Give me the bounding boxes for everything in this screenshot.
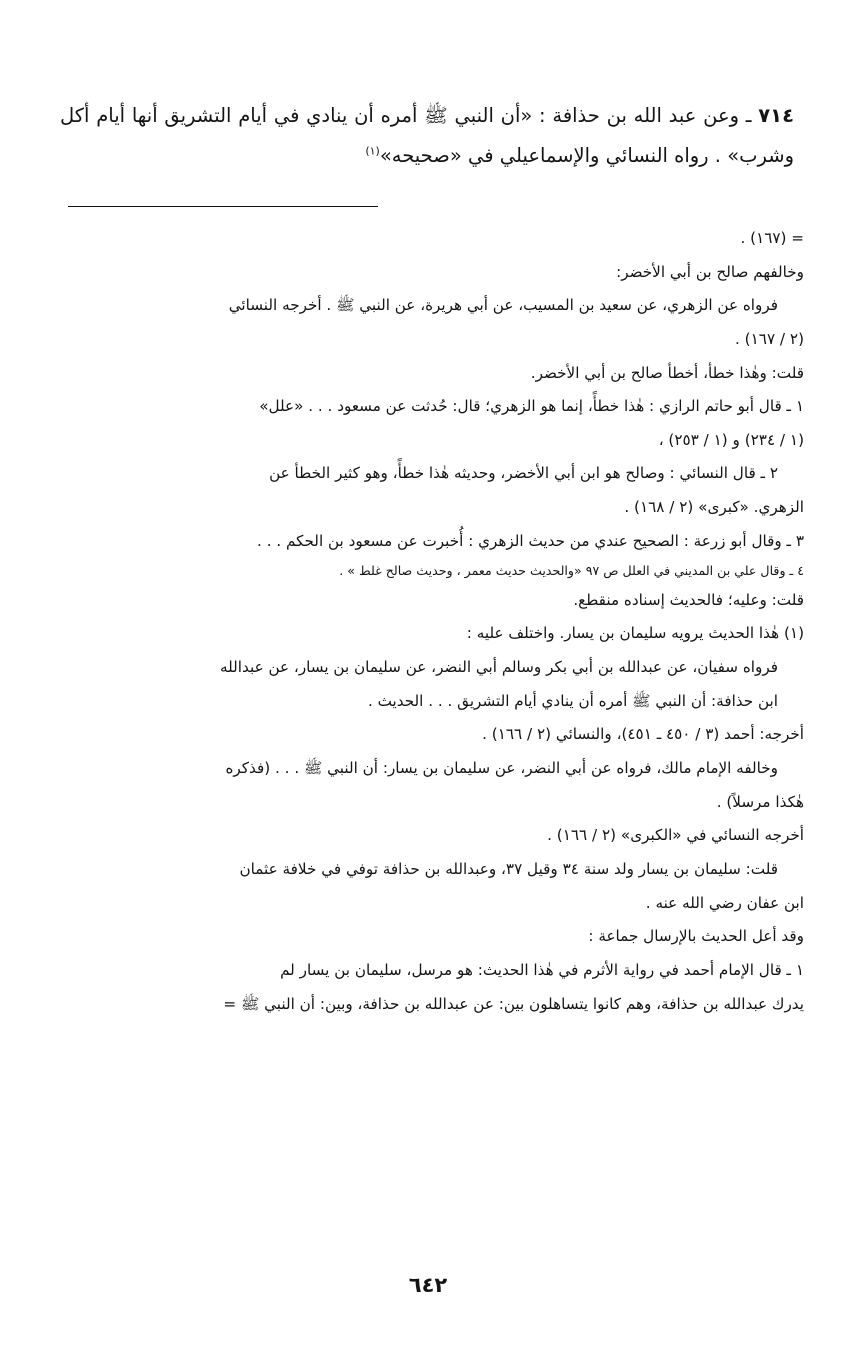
footnote-line: وخالفه الإمام مالك، فرواه عن أبي النضر، عن سليمان بن يسار: أن النبي ﷺ . . . (فذكره <box>225 759 778 778</box>
footnote-line: (١ / ٢٣٤) و (١ / ٢٥٣) ، <box>658 430 804 449</box>
footnote-line: (٢ / ١٦٧) . <box>735 329 804 348</box>
footnote-line: وقد أعل الحديث بالإرسال جماعة : <box>588 927 804 946</box>
footnote-marker: (١) <box>365 144 380 158</box>
hadith-number: ٧١٤ <box>758 104 794 127</box>
footnote-line: يدرك عبدالله بن حذافة، وهم كانوا يتساهلون بين: عن عبدالله بن حذافة، وبين: أن النبي ﷺ = <box>223 994 804 1013</box>
footnote-line: الزهري. «كبرى» (٢ / ١٦٨) . <box>624 498 804 517</box>
footnote-line: ١ ـ قال أبو حاتم الرازي : هٰذا خطأً، إنما هو الزهري؛ قال: حُدثت عن مسعود . . . «علل» <box>259 397 804 416</box>
footnote-line: وخالفهم صالح بن أبي الأخضر: <box>616 262 804 281</box>
main-hadith-block <box>60 96 794 176</box>
footnote-line: = (١٦٧) . <box>740 229 804 247</box>
footnote-line: فرواه سفيان، عن عبدالله بن أبي بكر وسالم أبي النضر، عن سليمان بن يسار، عن عبدالله <box>220 658 778 677</box>
footnote-line: هٰكذا مرسلاً) . <box>716 792 804 811</box>
footnote-line: ٣ ـ وقال أبو زرعة : الصحيح عندي من حديث الزهري : أُخبرت عن مسعود بن الحكم . . . <box>257 531 804 550</box>
footnote-line: قلت: وعليه؛ فالحديث إسناده منقطع. <box>573 590 804 609</box>
footnote-line: ٢ ـ قال النسائي : وصالح هو ابن أبي الأخضر، وحديثه هٰذا خطأً، وهو كثير الخطأ عن <box>269 464 778 483</box>
footnote-line: (١) هٰذا الحديث يرويه سليمان بن يسار. واختلف عليه : <box>466 624 804 643</box>
footnote-line: ١ ـ قال الإمام أحمد في رواية الأثرم في هٰذا الحديث: هو مرسل، سليمان بن يسار لم <box>280 960 804 979</box>
footnote-line: قلت: وهٰذا خطأ، أخطأ صالح بن أبي الأخضر. <box>530 363 804 382</box>
footnote-separator-rule <box>68 206 378 207</box>
footnote-line: فرواه عن الزهري، عن سعيد بن المسيب، عن أبي هريرة، عن النبي ﷺ . أخرجه النسائي <box>228 296 778 315</box>
footnote-line: ٤ ـ وقال علي بن المديني في العلل ص ٩٧ «والحديث حديث معمر ، وحديث صالح غلط » . <box>339 563 804 579</box>
footnote-line: ابن حذافة: أن النبي ﷺ أمره أن ينادي أيام التشريق . . . الحديث . <box>367 691 778 710</box>
footnotes-block <box>50 224 804 1023</box>
hadith-body: ـ وعن عبد الله بن حذافة : «أن النبي ﷺ أمره أن ينادي في أيام التشريق أنها أيام أكل وشرب» . رواه النسائي والإسماعيلي في «صحيحه» <box>60 104 794 167</box>
footnote-line: قلت: سليمان بن يسار ولد سنة ٣٤ وقيل ٣٧، وعبدالله بن حذافة توفي في خلافة عثمان <box>239 859 778 878</box>
footnote-line: أخرجه النسائي في «الكبرى» (٢ / ١٦٦) . <box>547 826 804 845</box>
footnote-line: ابن عفان رضي الله عنه . <box>645 893 804 912</box>
page-number: ٦٤٢ <box>408 1273 448 1297</box>
footnote-line: أخرجه: أحمد (٣ / ٤٥٠ ـ ٤٥١)، والنسائي (٢ / ١٦٦) . <box>482 725 804 744</box>
